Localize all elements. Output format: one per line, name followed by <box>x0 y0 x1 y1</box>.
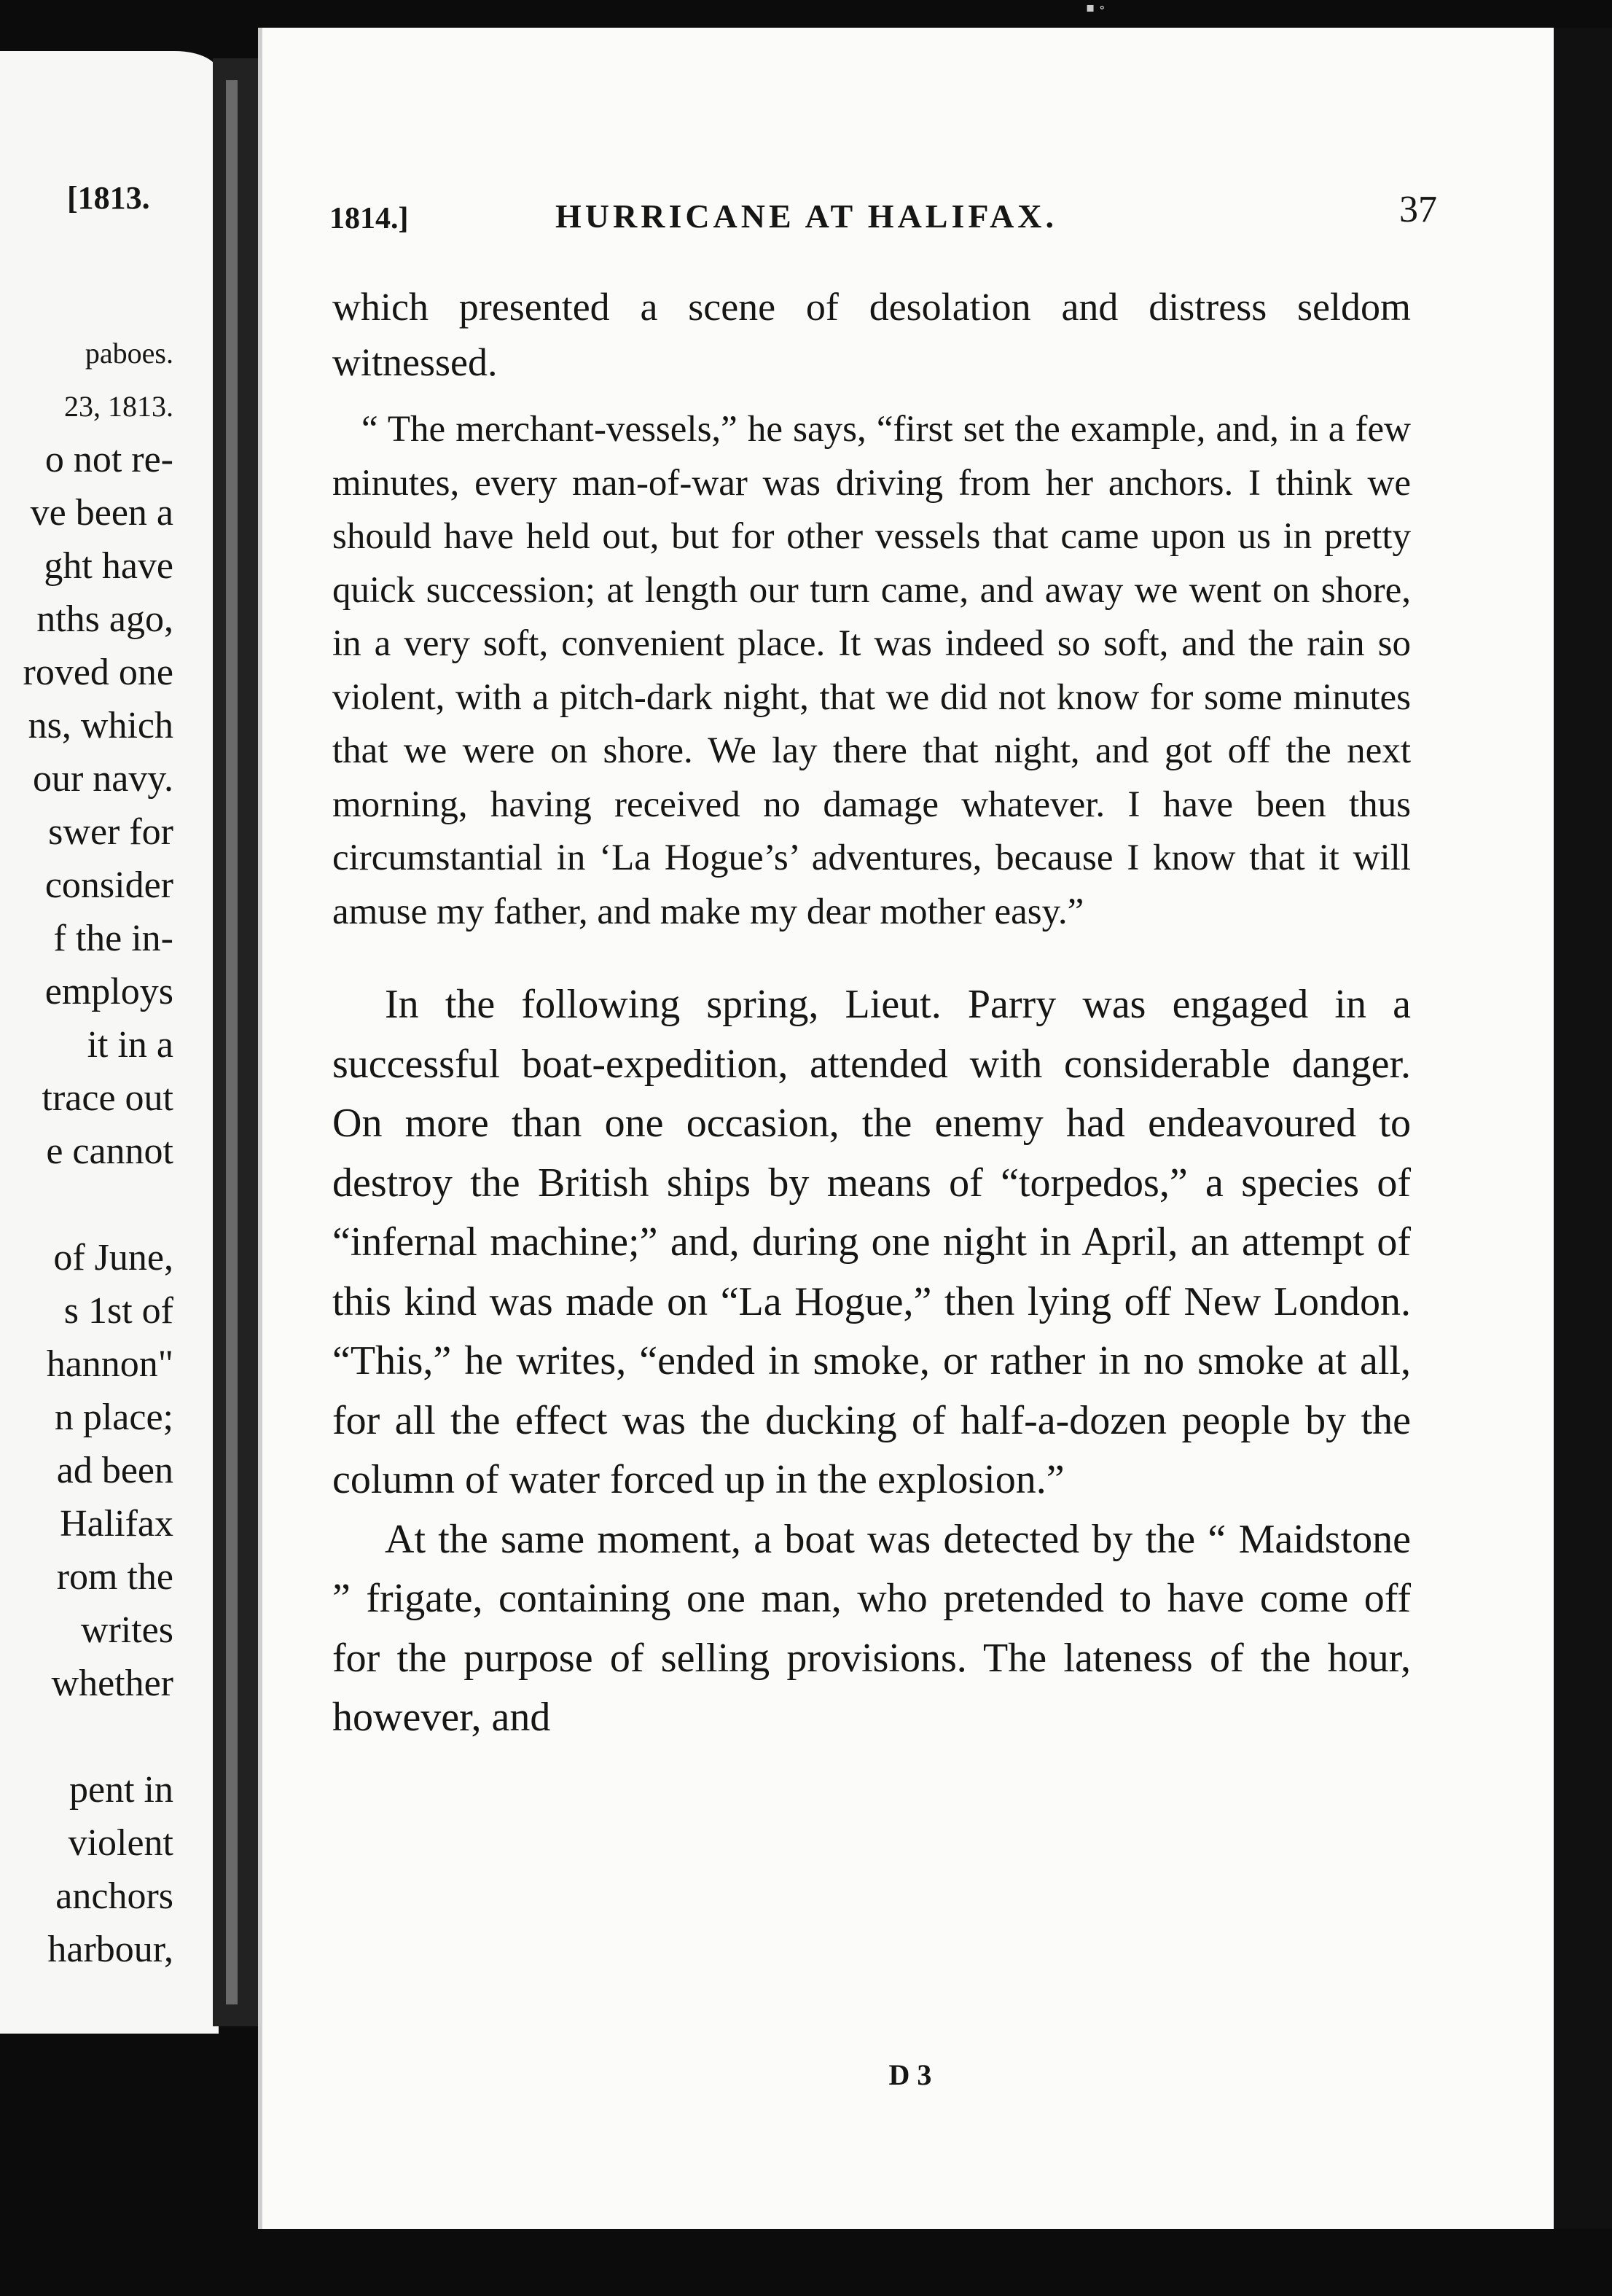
left-page-text <box>23 327 173 1976</box>
left-page-line: Halifax <box>60 1503 173 1545</box>
left-page-line: f the in- <box>53 918 173 959</box>
running-head-title: HURRICANE AT HALIFAX. <box>555 198 1058 235</box>
left-page-line: our navy. <box>32 758 173 800</box>
left-page-line: ght have <box>44 545 173 587</box>
paragraph: In the following spring, Lieut. Parry was engaged in a successful boat-expedition, attended with considerable danger. On more than one occasion, the enemy had endeavoured to destroy the British ships by means of “torpedos,” a species of “infernal machine;” and, during one night in April, an attempt of this kind was made on “La Hogue,” then lying off New London. “This,” he writes, “ended in smoke, or rather in no smoke at all, for all the effect was the ducking of half-a-dozen people by the column of water forced up in the explosion.” <box>332 982 1411 1502</box>
left-page-line: trace out <box>42 1077 173 1119</box>
right-page <box>258 28 1558 2229</box>
left-page-line: rom the <box>56 1556 173 1598</box>
page-body <box>332 279 1411 1748</box>
left-page-line: ns, which <box>28 705 173 746</box>
left-page-line: employs <box>44 971 173 1012</box>
left-page-line: ad been <box>56 1450 173 1491</box>
scan-edge <box>1554 28 1612 2229</box>
left-page-line: writes <box>80 1609 173 1651</box>
paragraph: At the same moment, a boat was detected by the “ Maidstone ” frigate, containing one man, who pretended to have come off for the purpose of selling provisions. The lateness of the hour, however, and <box>332 1516 1411 1740</box>
left-page-line: roved one <box>23 652 173 693</box>
left-page-line: paboes. <box>85 337 173 370</box>
running-head <box>329 188 1437 246</box>
page-number: 37 <box>1399 189 1437 230</box>
left-page-line: of June, <box>53 1237 173 1278</box>
left-page-line: nths ago, <box>36 598 173 640</box>
signature-mark: D 3 <box>888 2058 932 2091</box>
paragraph: which presented a scene of desolation and distress seldom witnessed. <box>332 285 1411 384</box>
left-page-line: whether <box>51 1663 173 1704</box>
left-page-line: o not re- <box>44 439 173 480</box>
left-page <box>0 51 219 2034</box>
left-page-line: s 1st of <box>63 1290 173 1332</box>
left-page-line: violent <box>68 1822 173 1864</box>
left-running-head: [1813. <box>67 180 150 216</box>
paragraph-quote: “ The merchant-vessels,” he says, “first set the example, and, in a few minutes, every man-of-war was driving from her anchors. I think we should have held out, but for other vessels that came upon us in pretty quick succession; at length our turn came, and away we went on shore, in a very soft, convenient place. It was indeed so soft, and the rain so violent, with a pitch-dark night, that we did not know for some minutes that we were on shore. We lay there that night, and got off the next morning, having received no damage whatever. I have been thus circumstantial in ‘La Hogue’s’ adventures, because I know that it will amuse my father, and make my dear mother easy.” <box>332 409 1411 932</box>
left-page-line: 23, 1813. <box>64 390 173 423</box>
left-page-line: pent in <box>69 1769 173 1811</box>
left-page-line: ve been a <box>30 492 173 534</box>
left-page-line: it in a <box>87 1024 173 1066</box>
book-gutter <box>213 58 258 2026</box>
left-page-line: e cannot <box>46 1131 173 1172</box>
left-page-line <box>23 1710 173 1763</box>
left-page-line <box>23 1178 173 1231</box>
scan-specks: ▪ ∘ <box>1086 0 1106 15</box>
left-page-line: harbour, <box>47 1929 173 1970</box>
left-page-line: consider <box>44 864 173 906</box>
running-head-year: 1814.] <box>329 202 409 235</box>
left-page-line: swer for <box>48 811 173 853</box>
left-page-line: n place; <box>54 1397 173 1438</box>
left-page-line: anchors <box>55 1875 173 1917</box>
left-page-line: hannon" <box>46 1343 173 1385</box>
